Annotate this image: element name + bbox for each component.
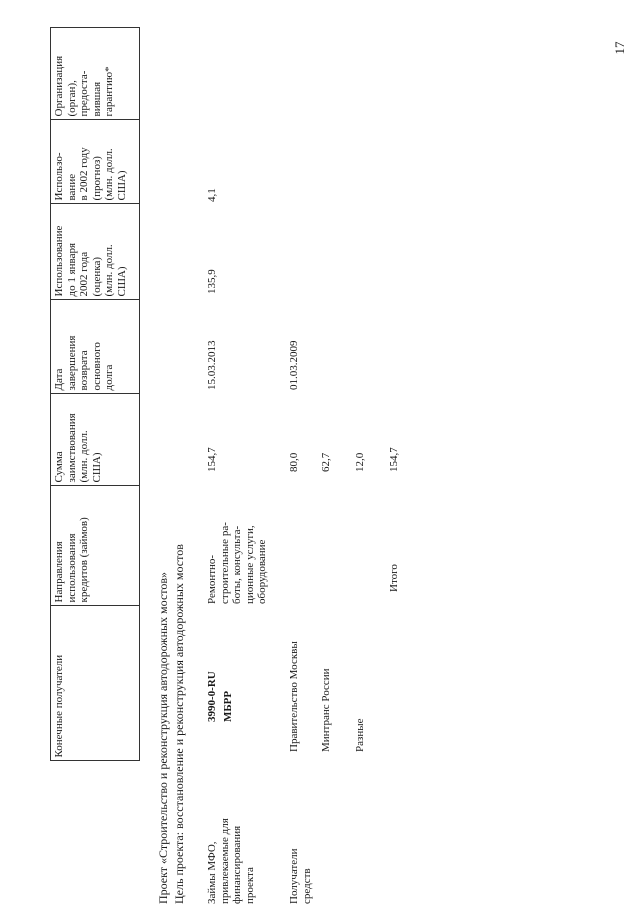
header-repayment-date: Дата завершения возврата основного долга [51, 300, 140, 394]
project-title: Проект «Строительство и реконструкция автодорожных мостов» [156, 572, 170, 904]
recipient-due-date: 01.03.2009 [288, 341, 301, 391]
recipient-amount: 12,0 [354, 453, 367, 472]
recipient-name: Минтранс России [320, 668, 333, 752]
header-usage-2002: Использо- вание в 2002 году (прогноз) (млн. долл. США) [51, 120, 140, 204]
loan-due-date: 15.03.2013 [206, 341, 219, 391]
header-table [50, 28, 140, 904]
recipient-amount: 62,7 [320, 453, 333, 472]
total-amount: 154,7 [388, 447, 401, 472]
header-end-recipients: Конечные получатели [51, 606, 140, 761]
project-goal: Цель проекта: восстановление и реконструкция автодорожных мостов [172, 544, 186, 904]
recipient-amount: 80,0 [288, 453, 301, 472]
header-usage-direction: Направления использования кредитов (займов) [51, 486, 140, 606]
loan-code: 3990-0-RU [206, 671, 219, 722]
document-sheet [50, 24, 610, 904]
loan-used-2002: 4,1 [206, 188, 219, 202]
recipient-name: Разные [354, 718, 367, 752]
recipients-label: Получатели средств [288, 784, 313, 904]
loan-used-2001: 135,9 [206, 269, 219, 294]
header-usage-before-2002: Использование до 1 января 2002 года (оценка) (млн. долл. США) [51, 204, 140, 300]
loans-label: Займы МФО, привлекаемые для финансирования проекта [206, 769, 256, 904]
recipient-name: Правительство Москвы [288, 641, 301, 752]
header-guarantor: Организация (орган), предоста- вившая гарантию* [51, 28, 140, 120]
header-cell-blank [51, 761, 140, 904]
total-label: Итого [388, 564, 401, 592]
page-number: 17 [612, 30, 628, 66]
header-borrowing-amount: Сумма заимствования (млн. долл. США) [51, 394, 140, 486]
loan-lender: МБРР [222, 691, 235, 722]
loan-amount: 154,7 [206, 447, 219, 472]
loan-purpose: Ремонтно- строительные ра- боты, консульта- ционные услуги, оборудование [206, 484, 269, 604]
